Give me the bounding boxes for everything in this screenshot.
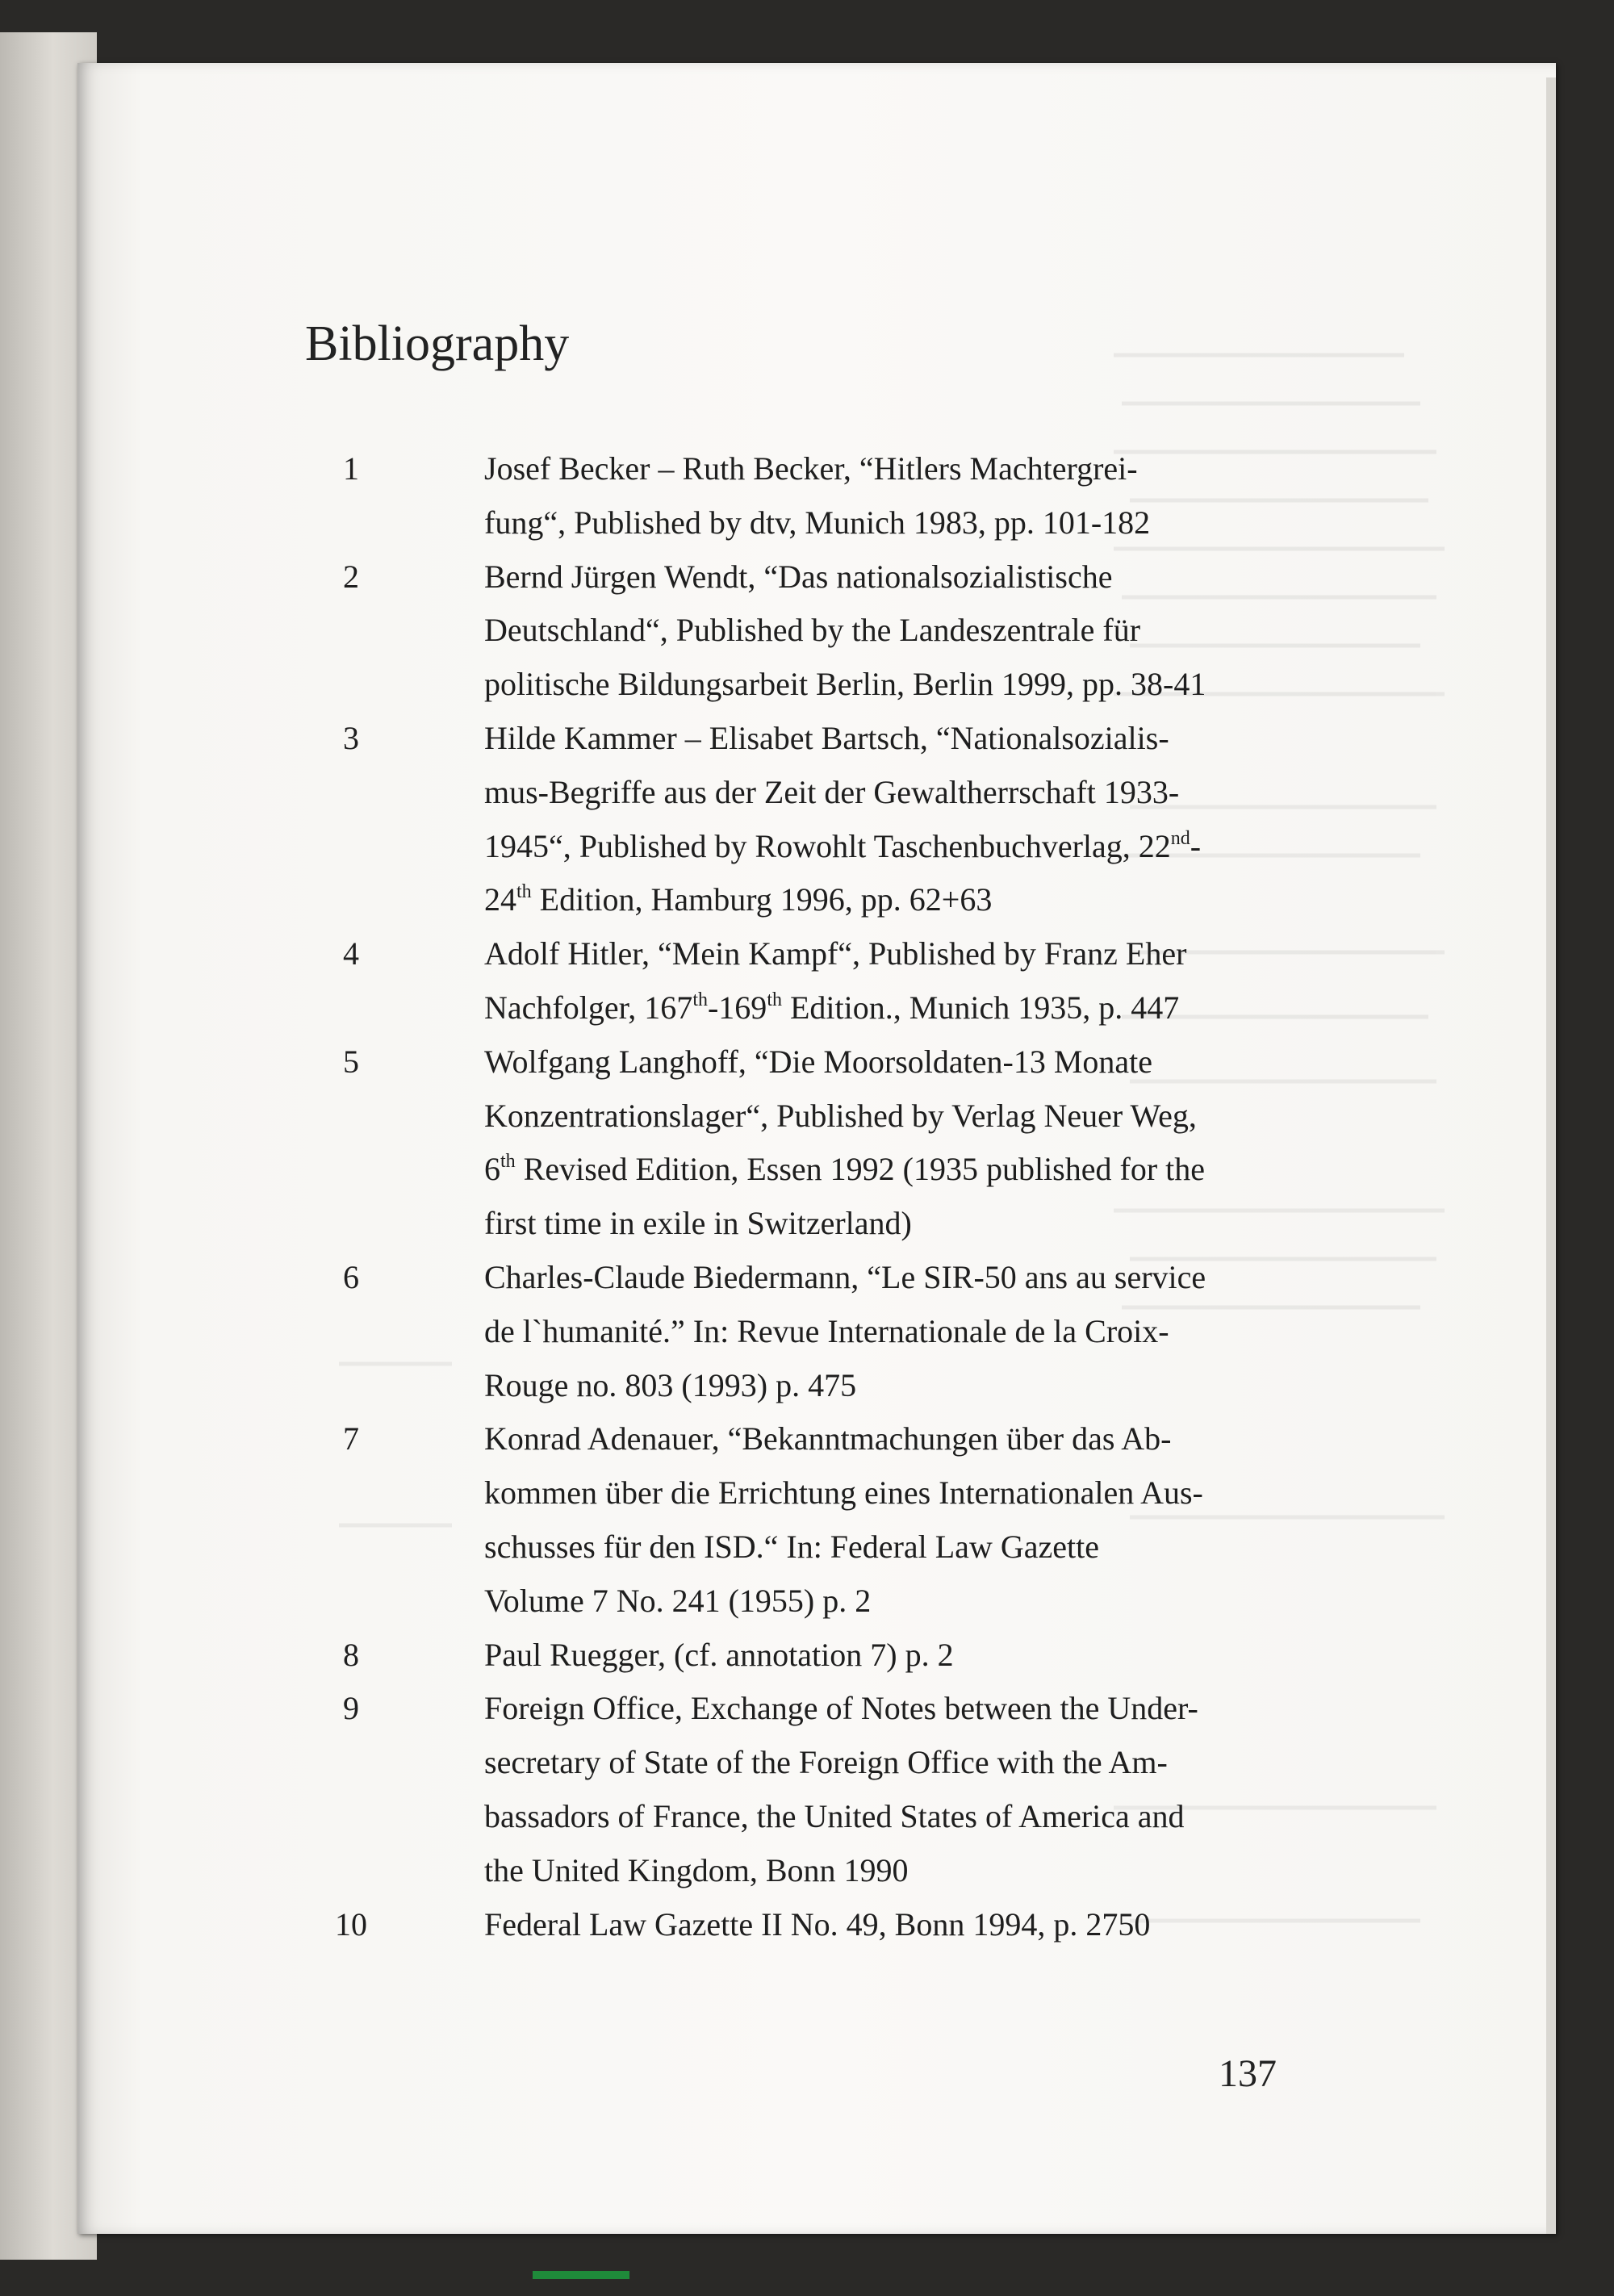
citation-text: mus-Begriffe aus der Zeit der Gewaltherrschaft 1933- — [484, 773, 1180, 810]
entry-citation — [484, 927, 1259, 1035]
citation-text: Edition., Munich 1935, p. 447 — [781, 989, 1180, 1026]
bibliography-entry — [0, 927, 1614, 1035]
citation-line — [484, 604, 1259, 658]
citation-text: 24 — [484, 881, 516, 918]
entry-number: 7 — [343, 1420, 359, 1457]
entry-citation — [484, 1251, 1259, 1412]
ordinal-suffix: th — [692, 989, 708, 1010]
entry-number: 8 — [343, 1636, 359, 1673]
citation-line — [484, 1197, 1259, 1251]
citation-text: Deutschland“, Published by the Landeszentrale für — [484, 612, 1141, 649]
scanner-marker — [533, 2271, 629, 2279]
citation-line — [484, 1629, 1259, 1683]
citation-line — [484, 1736, 1259, 1790]
citation-text: fung“, Published by dtv, Munich 1983, pp. 101-182 — [484, 504, 1151, 541]
bibliography-entry — [0, 712, 1614, 927]
citation-text: 6 — [484, 1151, 500, 1188]
citation-text: Adolf Hitler, “Mein Kampf“, Published by Franz Eher — [484, 935, 1187, 972]
ordinal-suffix: th — [767, 989, 782, 1010]
citation-text: Edition, Hamburg 1996, pp. 62+63 — [531, 881, 993, 918]
ordinal-suffix: th — [500, 1151, 516, 1173]
citation-line — [484, 1035, 1259, 1089]
citation-text: Josef Becker – Ruth Becker, “Hitlers Machtergrei- — [484, 450, 1138, 487]
citation-text: politische Bildungsarbeit Berlin, Berlin 1999, pp. 38-41 — [484, 666, 1206, 703]
citation-line — [484, 1143, 1259, 1197]
citation-text: de l`humanité.” In: Revue Internationale de la Croix- — [484, 1312, 1169, 1349]
bibliography-entry — [0, 442, 1614, 550]
citation-line — [484, 1251, 1259, 1305]
ordinal-suffix: th — [516, 881, 532, 903]
citation-line — [484, 873, 1259, 927]
entry-citation — [484, 1629, 1259, 1683]
citation-line — [484, 550, 1259, 604]
entry-number: 9 — [343, 1690, 359, 1727]
citation-text: Konrad Adenauer, “Bekanntmachungen über das Ab- — [484, 1420, 1172, 1457]
citation-line — [484, 766, 1259, 820]
citation-text: Hilde Kammer – Elisabet Bartsch, “Nationalsozialis- — [484, 719, 1169, 756]
bibliography-entry — [0, 1035, 1614, 1251]
citation-line — [484, 1089, 1259, 1144]
citation-line — [484, 712, 1259, 766]
citation-line — [484, 1790, 1259, 1844]
citation-text: 1945“, Published by Rowohlt Taschenbuchverlag, 22 — [484, 827, 1171, 864]
citation-text: first time in exile in Switzerland) — [484, 1205, 912, 1242]
citation-line — [484, 927, 1259, 981]
entry-citation — [484, 550, 1259, 712]
citation-line — [484, 1682, 1259, 1736]
bibliography-entry — [0, 1898, 1614, 1952]
entry-number: 3 — [343, 719, 359, 756]
page-number: 137 — [1219, 2052, 1277, 2095]
citation-text: secretary of State of the Foreign Office with the Am- — [484, 1744, 1168, 1781]
citation-text: Charles-Claude Biedermann, “Le SIR-50 ans au service — [484, 1258, 1206, 1295]
citation-line — [484, 442, 1259, 496]
citation-line — [484, 1359, 1259, 1413]
citation-text: Rouge no. 803 (1993) p. 475 — [484, 1366, 857, 1403]
bibliography-entry — [0, 1629, 1614, 1683]
bibliography-entry — [0, 1682, 1614, 1897]
citation-line — [484, 1898, 1259, 1952]
entry-number: 4 — [343, 935, 359, 972]
entry-citation — [484, 442, 1259, 550]
entry-citation — [484, 1682, 1259, 1897]
citation-text: Nachfolger, 167 — [484, 989, 693, 1026]
bibliography-entry — [0, 1251, 1614, 1412]
citation-text: Wolfgang Langhoff, “Die Moorsoldaten-13 Monate — [484, 1043, 1153, 1080]
citation-text: Bernd Jürgen Wendt, “Das nationalsozialistische — [484, 558, 1113, 595]
citation-line — [484, 820, 1259, 874]
entry-number: 2 — [343, 558, 359, 595]
entry-number: 10 — [335, 1905, 367, 1943]
citation-text: the United Kingdom, Bonn 1990 — [484, 1851, 909, 1888]
citation-line — [484, 1575, 1259, 1629]
citation-text: Foreign Office, Exchange of Notes between the Under- — [484, 1690, 1198, 1727]
bibliography-list — [0, 442, 1614, 1951]
citation-line — [484, 658, 1259, 712]
citation-text: Paul Ruegger, (cf. annotation 7) p. 2 — [484, 1636, 954, 1673]
bibliography-entry — [0, 1412, 1614, 1628]
entry-number: 1 — [343, 450, 359, 487]
entry-citation — [484, 1898, 1259, 1952]
citation-text: - — [1190, 827, 1202, 864]
entry-citation — [484, 1035, 1259, 1251]
page-heading: Bibliography — [305, 316, 570, 371]
citation-text: Volume 7 No. 241 (1955) p. 2 — [484, 1582, 872, 1619]
citation-text: Konzentrationslager“, Published by Verlag Neuer Weg, — [484, 1097, 1197, 1134]
bibliography-entry — [0, 550, 1614, 712]
citation-line — [484, 1844, 1259, 1898]
citation-text: Revised Edition, Essen 1992 (1935 published for the — [515, 1151, 1206, 1188]
citation-line — [484, 1520, 1259, 1575]
ordinal-suffix: nd — [1170, 827, 1190, 849]
entry-number: 6 — [343, 1258, 359, 1295]
citation-text: Federal Law Gazette II No. 49, Bonn 1994, p. 2750 — [484, 1905, 1151, 1943]
citation-text: kommen über die Errichtung eines Internationalen Aus- — [484, 1474, 1203, 1512]
entry-number: 5 — [343, 1043, 359, 1080]
entry-citation — [484, 1412, 1259, 1628]
citation-line — [484, 496, 1259, 550]
citation-line — [484, 1305, 1259, 1359]
entry-citation — [484, 712, 1259, 927]
citation-text: bassadors of France, the United States of America and — [484, 1797, 1185, 1834]
citation-text: schusses für den ISD.“ In: Federal Law Gazette — [484, 1528, 1099, 1565]
citation-line — [484, 1466, 1259, 1520]
citation-line — [484, 981, 1259, 1035]
citation-text: -169 — [707, 989, 767, 1026]
citation-line — [484, 1412, 1259, 1466]
